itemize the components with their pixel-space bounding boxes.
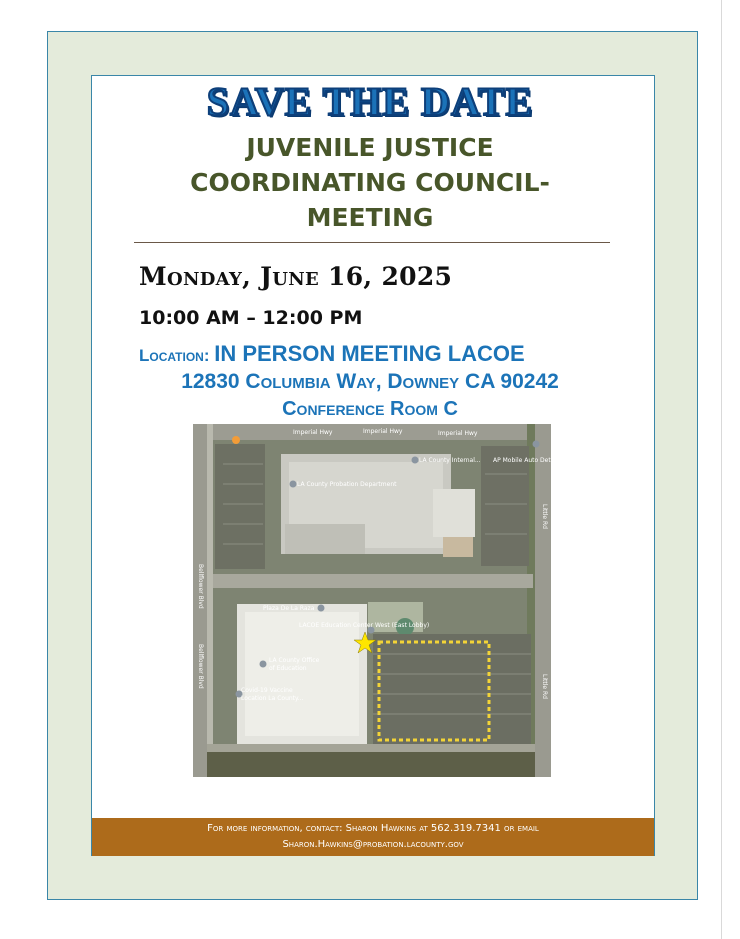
- map-street-label: Imperial Hwy: [363, 428, 403, 435]
- map-street-label: Little Rd: [541, 674, 548, 699]
- map-poi-label: Covid-19 Vaccine: [241, 687, 293, 694]
- headline: SAVE THE DATE: [206, 79, 534, 124]
- meeting-date: Monday, June 16, 2025: [139, 262, 453, 291]
- map-poi-label: LA County Internal...: [419, 457, 481, 464]
- map-street-label: Little Rd: [541, 504, 548, 529]
- council-title-line-3: MEETING: [306, 203, 434, 232]
- map-pin-icon: [318, 605, 325, 612]
- map-poi-label: AP Mobile Auto Detailing: [493, 457, 568, 464]
- meeting-time: 10:00 AM – 12:00 PM: [139, 307, 363, 329]
- footer-contact-bar: [92, 818, 654, 856]
- location-address: 12830 Columbia Way, Downey CA 90242: [181, 370, 559, 393]
- location-label: Location:: [139, 346, 215, 365]
- footer-email[interactable]: Sharon.Hawkins@probation.lacounty.gov: [282, 839, 464, 850]
- map-pin-icon: [260, 661, 267, 668]
- map-poi-label: LA County Probation Department: [297, 481, 397, 488]
- map-poi-label: LA County Office: [269, 657, 320, 664]
- location-room: Conference Room C: [282, 398, 458, 420]
- map-pin-icon: [290, 481, 297, 488]
- map-satellite-image: [193, 424, 568, 777]
- map-pin-icon: [412, 457, 419, 464]
- map-street-label: Bellflower Blvd: [197, 644, 204, 689]
- map-poi-label: Plaza De La Raza: [263, 605, 315, 612]
- council-title: [0, 130, 740, 235]
- map-poi-label: Location La County...: [241, 695, 304, 702]
- council-title-line-1: JUVENILE JUSTICE: [246, 133, 494, 162]
- map-street-label: Imperial Hwy: [293, 429, 333, 436]
- map-street-label: Bellflower Blvd: [197, 564, 204, 609]
- location-value: IN PERSON MEETING LACOE: [214, 341, 525, 366]
- divider-rule: [134, 242, 610, 243]
- map-pin-icon: [533, 441, 540, 448]
- location-line: [139, 341, 525, 367]
- location-map: [193, 424, 568, 777]
- map-pin-orange-icon: [232, 436, 240, 444]
- footer-line-1: For more information, contact: Sharon Hawkins at 562.319.7341 or email: [207, 823, 539, 834]
- map-street-label: Imperial Hwy: [438, 430, 478, 437]
- map-poi-label: of Education: [269, 665, 307, 672]
- council-title-line-2: COORDINATING COUNCIL-: [190, 168, 550, 197]
- map-poi-label: LACOE Education Center West (East Lobby): [299, 622, 430, 629]
